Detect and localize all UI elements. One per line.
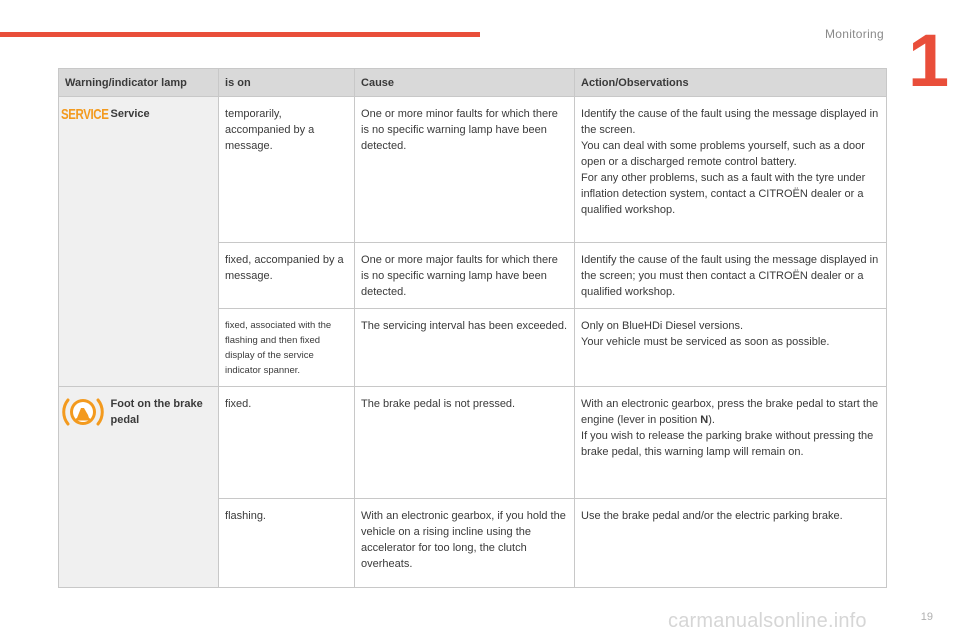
action-text: Identify the cause of the fault using the message displayed in the screen; you must then contact a CITROËN dealer or a qualified workshop. [575,243,887,309]
fault-cause: One or more minor faults for which there is no specific warning lamp have been detected. [355,97,575,243]
lamp-state: temporarily, accompanied by a message. [219,97,355,243]
fault-cause: With an electronic gearbox, if you hold the vehicle on a rising incline using the accelerator for too long, the clutch overheats. [355,499,575,588]
chapter-number: 1 [908,19,950,102]
action-text: Identify the cause of the fault using the message displayed in the screen. You can deal with some problems yourself, such as a door open or a discharged remote control battery. For any other problems, such as a fault with the tyre under inflation detection system, contact a CITROËN dealer or a qualified workshop. [575,97,887,243]
column-header: Cause [355,69,575,97]
page-number: 19 [920,611,933,623]
action-text-part: ). If you wish to release the parking brake without pressing the brake pedal, this warning lamp will remain on. [581,414,874,458]
lamp-name: Service [105,97,219,387]
service-warning-icon: SERVICE [61,107,109,123]
table-header-row [59,69,887,97]
table-row [59,97,887,243]
watermark-text: carmanualsonline.info [668,610,867,632]
brake-icon-cell [59,387,105,588]
column-header: Warning/indicator lamp [59,69,219,97]
action-text [575,387,887,499]
warning-lamp-table [58,68,887,588]
lamp-state: fixed. [219,387,355,499]
column-header: Action/Observations [575,69,887,97]
section-title: Monitoring [824,27,884,41]
lamp-state: flashing. [219,499,355,588]
lamp-name: Foot on the brake pedal [105,387,219,588]
top-accent-bar [0,32,480,37]
table-row [59,387,887,499]
fault-cause: The brake pedal is not pressed. [355,387,575,499]
fault-cause: The servicing interval has been exceeded. [355,309,575,387]
service-icon-cell [59,97,109,387]
column-header: is on [219,69,355,97]
brake-pedal-icon [62,395,104,434]
gear-position-label: N [700,414,709,426]
action-text-part: With an electronic gearbox, press the brake pedal to start the engine (lever in position [581,398,879,426]
fault-cause: One or more major faults for which there is no specific warning lamp have been detected. [355,243,575,309]
action-text: Use the brake pedal and/or the electric parking brake. [575,499,887,588]
action-text: Only on BlueHDi Diesel versions. Your vehicle must be serviced as soon as possible. [575,309,887,387]
lamp-state: fixed, associated with the flashing and then fixed display of the service indicator spanner. [219,309,355,387]
lamp-state: fixed, accompanied by a message. [219,243,355,309]
